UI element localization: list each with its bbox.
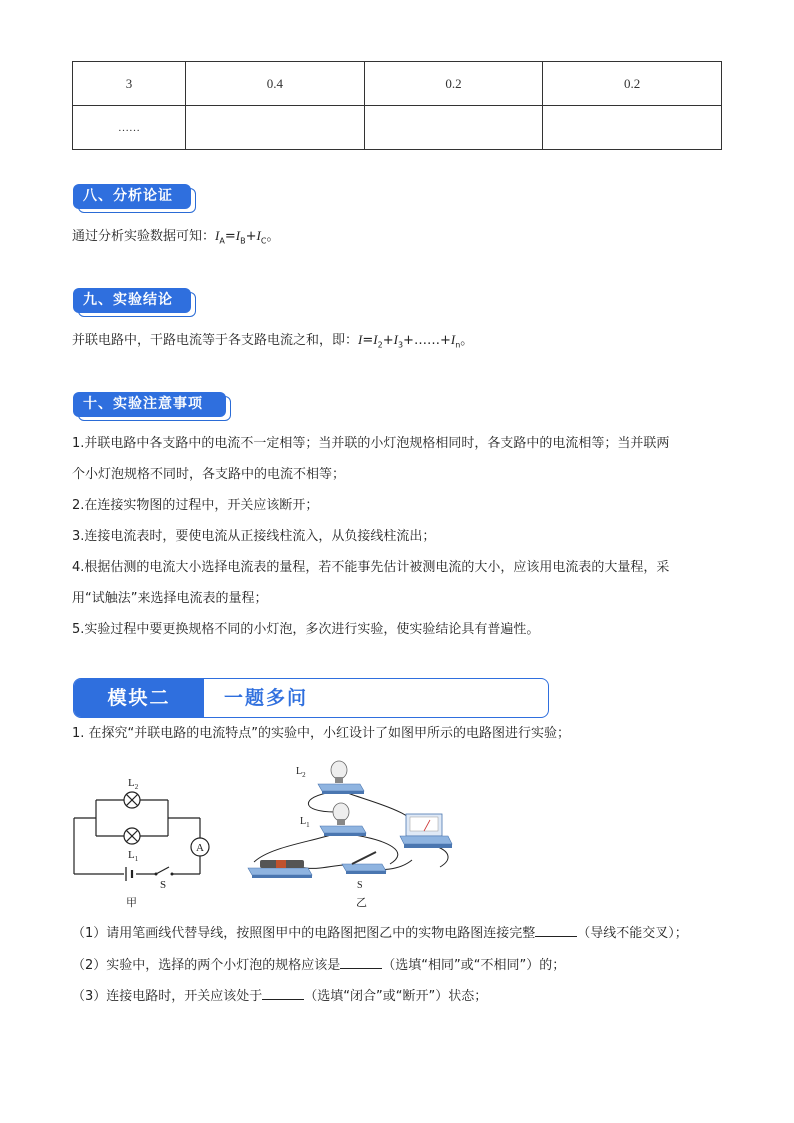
notes-line: 4.根据估测的电流大小选择电流表的量程，若不能事先估计被测电流的大小，应该用电流表的大量程，采 bbox=[72, 560, 670, 575]
module-banner bbox=[73, 678, 549, 718]
section-heading-analysis bbox=[73, 184, 191, 209]
table-cell bbox=[364, 106, 543, 150]
lamp-l2-symbol bbox=[124, 792, 140, 808]
svg-text:L2: $L_2$ bbox=[296, 766, 306, 779]
conclusion-text: 并联电路中，干路电流等于各支路电流之和，即：$I=I_2+I_3+\dots\dots+I_n$。 bbox=[72, 332, 474, 350]
lamp-l2-physical bbox=[318, 761, 364, 794]
table-cell: 0.2 bbox=[543, 62, 722, 106]
svg-text:S: S bbox=[160, 879, 167, 891]
analysis-text: 通过分析实验数据可知：$I_A=I_B+I_C$。 bbox=[72, 228, 280, 246]
notes-line: 1.并联电路中各支路中的电流不一定相等；当并联的小灯泡规格相同时，各支路中的电流相等；当并联两 bbox=[72, 436, 670, 451]
table-cell: 0.4 bbox=[186, 62, 365, 106]
section-title: 十、实验注意事项 bbox=[73, 392, 226, 417]
sub-question-2: （2）实验中，选择的两个小灯泡的规格应该是 （选填“相同”或“不相同”）的； bbox=[72, 958, 566, 973]
physical-circuit-yi bbox=[240, 752, 470, 912]
svg-text:S: S bbox=[357, 880, 363, 891]
svg-text:L1: $L_1$ bbox=[128, 849, 139, 863]
sub-question-1: （1）请用笔画线代替导线，按照图甲中的电路图把图乙中的实物电路图连接完整 （导线不能交叉）； bbox=[72, 926, 688, 941]
table-row bbox=[73, 106, 722, 150]
table-cell: 3 bbox=[73, 62, 186, 106]
svg-text:L1: $L_1$ bbox=[300, 816, 310, 829]
table-cell: …… bbox=[73, 106, 186, 150]
notes-line: 3.连接电流表时，要使电流从正接线柱流入，从负接线柱流出； bbox=[72, 529, 436, 544]
lamp-l1-physical bbox=[320, 803, 366, 836]
data-table bbox=[72, 61, 722, 150]
section-heading-notes bbox=[73, 392, 226, 417]
battery-physical bbox=[248, 860, 312, 878]
section-title: 八、分析论证 bbox=[73, 184, 191, 209]
question-stem: 1. 在探究“并联电路的电流特点”的实验中，小红设计了如图甲所示的电路图进行实验； bbox=[72, 726, 571, 741]
notes-line: 2.在连接实物图的过程中，开关应该断开； bbox=[72, 498, 319, 513]
module-label: 模块二 bbox=[74, 679, 204, 717]
switch-physical bbox=[342, 852, 386, 874]
lamp-l1-symbol bbox=[124, 828, 140, 844]
table-cell bbox=[186, 106, 365, 150]
svg-text:甲: 甲 bbox=[126, 897, 137, 909]
svg-text:A: A bbox=[196, 842, 204, 854]
circuit-diagram-jia bbox=[68, 770, 218, 910]
answer-blank[interactable] bbox=[340, 956, 382, 969]
svg-text:L2: $L_2$ bbox=[128, 777, 139, 791]
svg-text:乙: 乙 bbox=[356, 897, 367, 909]
sub-question-3: （3）连接电路时，开关应该处于 （选填“闭合”或“断开”）状态； bbox=[72, 989, 488, 1004]
notes-line: 用“试触法”来选择电流表的量程； bbox=[72, 591, 268, 606]
section-heading-conclusion bbox=[73, 288, 191, 313]
answer-blank[interactable] bbox=[535, 924, 577, 937]
module-title: 一题多问 bbox=[224, 687, 309, 709]
table-cell: 0.2 bbox=[364, 62, 543, 106]
table-row bbox=[73, 62, 722, 106]
ammeter-physical bbox=[400, 814, 452, 848]
answer-blank[interactable] bbox=[262, 987, 304, 1000]
battery-symbol bbox=[126, 867, 132, 881]
notes-line: 个小灯泡规格不同时，各支路中的电流不相等； bbox=[72, 467, 346, 482]
table-cell bbox=[543, 106, 722, 150]
section-title: 九、实验结论 bbox=[73, 288, 191, 313]
notes-line: 5.实验过程中要更换规格不同的小灯泡，多次进行实验，使实验结论具有普遍性。 bbox=[72, 622, 540, 637]
